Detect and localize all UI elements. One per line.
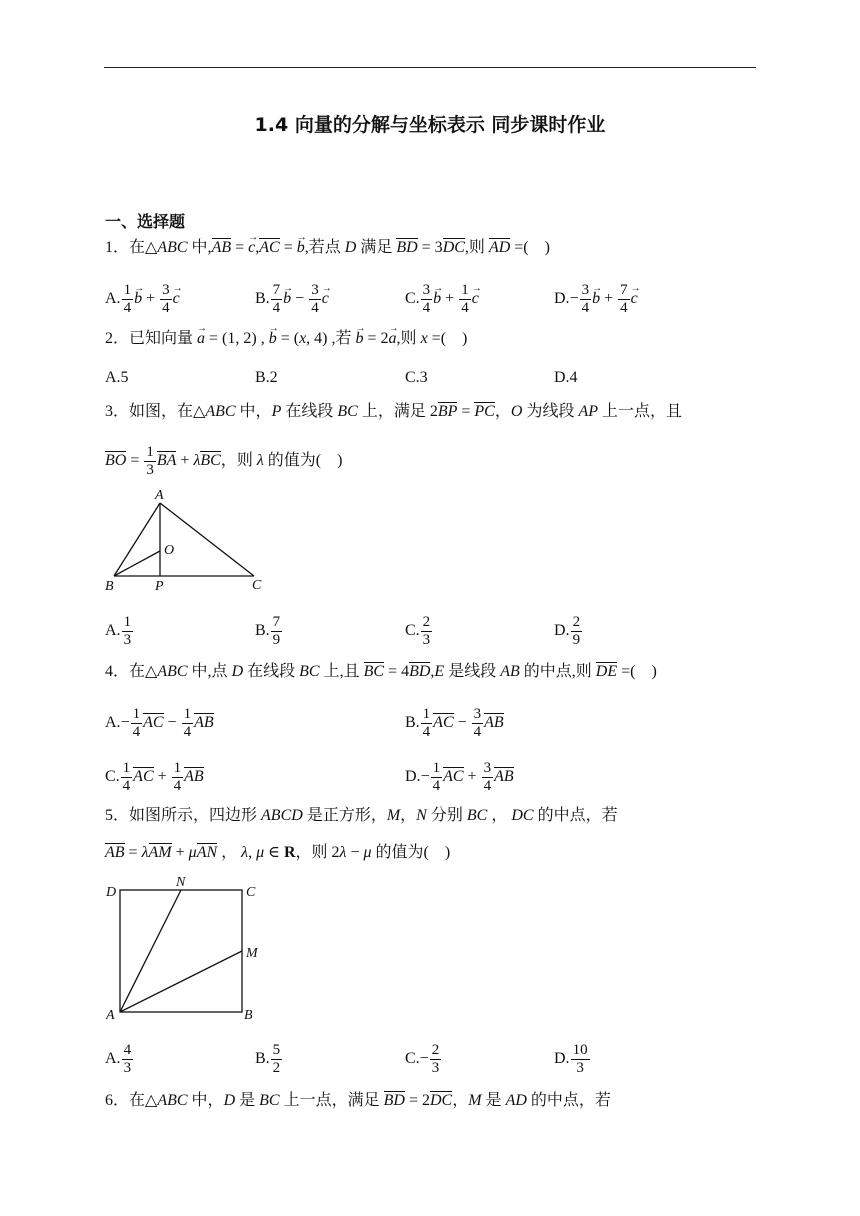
point-label-b: B [244,1008,253,1023]
section-heading: 一、选择题 [105,212,186,231]
point-label-c: C [252,578,262,593]
question-5-stem-line-1: 5．如图所示，四边形 ABCD 是正方形，M，N 分别 BC ， DC 的中点，若 [105,807,618,824]
segment-ac [160,503,254,576]
question-3-option-b[interactable]: B. $\frac{7}{9}$ [255,614,281,648]
question-5-option-b[interactable]: B. $\frac{5}{2}$ [255,1042,281,1076]
question-6-stem: 6．在△ABC 中，D 是 BC 上一点，满足 BD = 2DC，M 是 AD 的中点，若 [105,1092,611,1109]
question-5-option-c[interactable]: C.− $\frac{2}{3}$ [405,1042,440,1076]
header-rule [104,67,756,68]
question-5-figure [104,874,274,1024]
question-2-option-c[interactable]: C.3 [405,369,428,386]
question-2-option-a[interactable]: A.5 [105,369,129,386]
question-1-option-c[interactable]: C. $\frac{3}{4}$ → b + $\frac{1}{4}$ → c [405,282,479,317]
point-label-a: A [106,1008,115,1023]
question-5-option-a[interactable]: A. $\frac{4}{3}$ [105,1042,132,1076]
point-label-n: N [176,875,186,890]
segment-am [120,951,242,1012]
question-3-option-c[interactable]: C. $\frac{2}{3}$ [405,614,431,648]
question-4-stem: 4．在△ABC 中,点 D 在线段 BC 上,且 BC = 4BD,E 是线段 AB 的中点,则 DE =( ) [105,663,657,680]
point-label-o: O [164,543,175,558]
question-1-stem: 1．在△ABC 中,AB = → c,AC = → b,若点 D 满足 BD = 3DC,则 AD =( ) [105,238,550,258]
question-4-option-c[interactable]: C. $\frac{1}{4}$ AC + $\frac{1}{4}$ AB [105,760,204,794]
question-4-option-a[interactable]: A.− $\frac{1}{4}$ AC − $\frac{1}{4}$ AB [105,706,214,740]
square-abcd [120,890,242,1012]
question-1-option-a[interactable]: A. $\frac{1}{4}$ → b + $\frac{3}{4}$ → c [105,282,180,317]
question-3-stem-line-1: 3．如图，在△ABC 中，P 在线段 BC 上，满足 2BP = PC，O 为线段 AP 上一点，且 [105,403,683,420]
question-4-option-b[interactable]: B. $\frac{1}{4}$ AC − $\frac{3}{4}$ AB [405,706,504,740]
question-5-stem-line-2: AB = λAM + μAN ， λ, μ ∈ R，则 2λ − μ 的值为( ) [105,844,451,861]
question-1-option-b[interactable]: B. $\frac{7}{4}$ → b − $\frac{3}{4}$ → c [255,282,329,317]
point-label-m: M [246,946,258,961]
point-label-p: P [155,579,164,594]
question-2-stem: 2．已知向量 → a = (1, 2) , → b = (x, 4) ,若 → b = 2→ a,则 x =( ) [105,329,467,349]
question-2-option-d[interactable]: D.4 [554,369,578,386]
point-label-d: D [106,885,117,900]
page-title: 1.4 向量的分解与坐标表示 同步课时作业 [254,114,606,136]
point-label-a: A [155,488,164,503]
segment-ab [114,503,160,576]
question-2-option-b[interactable]: B.2 [255,369,278,386]
question-5-option-d[interactable]: D. $\frac{10}{3}$ [554,1042,588,1076]
question-3-option-a[interactable]: A. $\frac{1}{3}$ [105,614,132,648]
segment-bo [114,551,160,576]
point-label-b: B [105,579,114,594]
question-4-option-d[interactable]: D.− $\frac{1}{4}$ AC + $\frac{3}{4}$ AB [405,760,514,794]
question-3-stem-line-2: BO = $\frac{1}{3}$ BA + λBC，则 λ 的值为( ) [105,444,343,478]
question-3-figure [104,488,274,594]
question-1-option-d[interactable]: D.− $\frac{3}{4}$ → b + $\frac{7}{4}$ → c [554,282,638,317]
point-label-c: C [246,885,256,900]
segment-an [120,890,181,1012]
question-3-option-d[interactable]: D. $\frac{2}{9}$ [554,614,581,648]
